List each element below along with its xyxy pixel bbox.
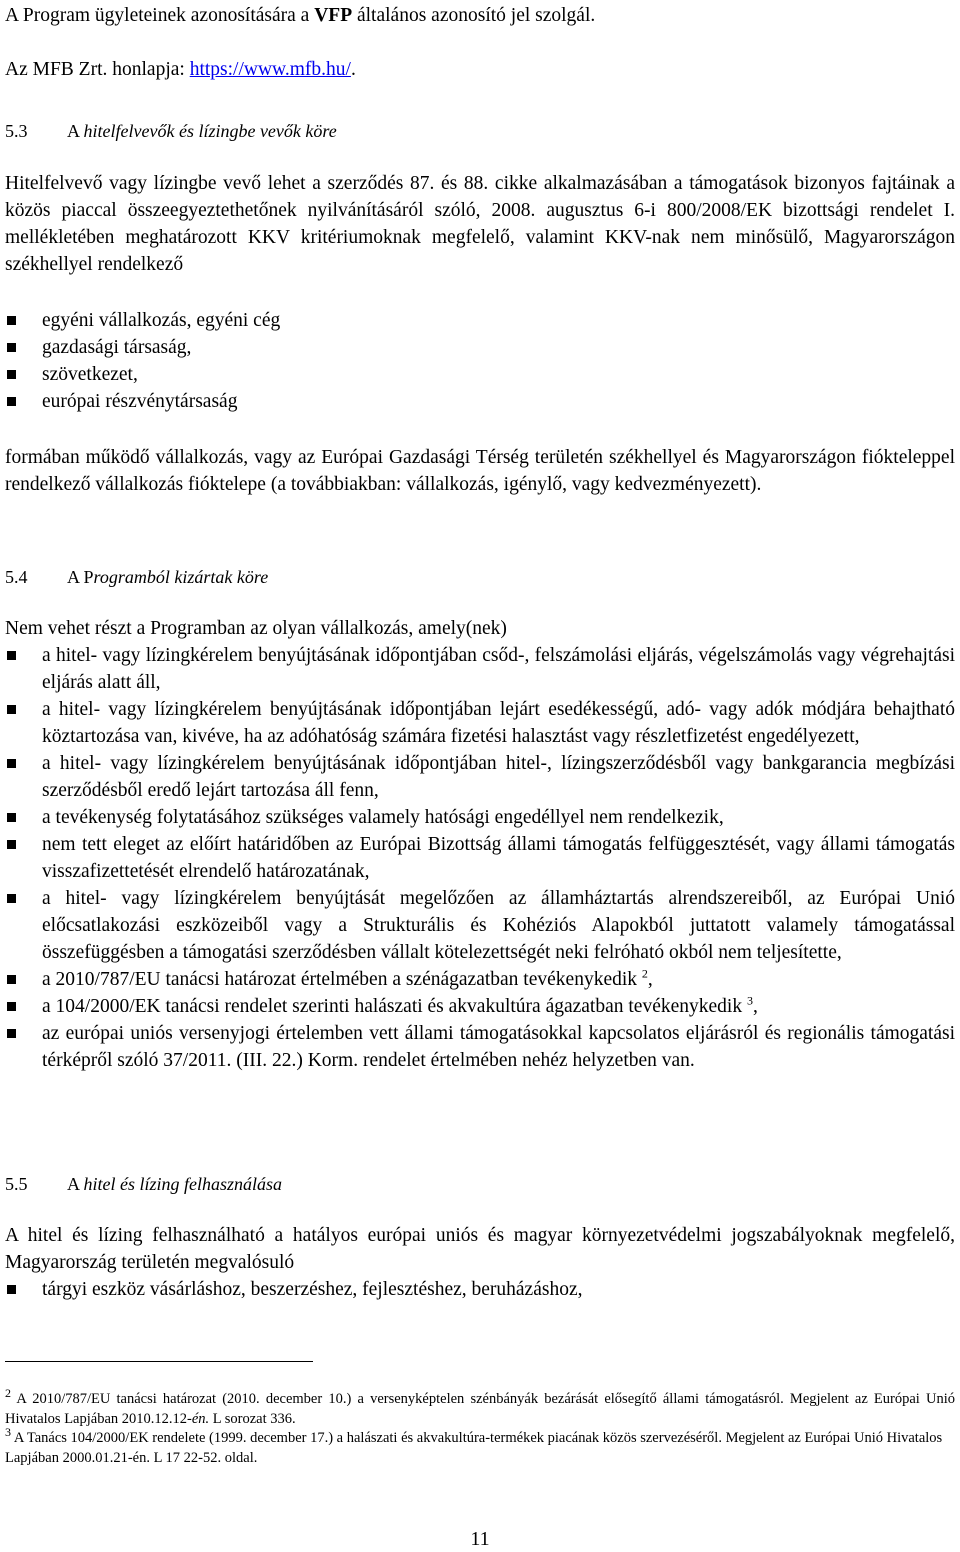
square-bullet-icon [7, 343, 16, 352]
square-bullet-icon [7, 1002, 16, 1011]
website-label: Az MFB Zrt. honlapja: [5, 59, 190, 80]
list-item-text: a 104/2000/EK tanácsi rendelet szerinti halászati és akvakultúra ágazatban tevékenykedik [42, 996, 743, 1017]
footnote-separator [5, 1361, 313, 1362]
footnote-3 [5, 1425, 955, 1468]
list-item [5, 885, 955, 966]
section-5-3-paragraph-2: formában működő vállalkozás, vagy az Európai Gazdasági Térség területén székhellyel és Magyarországon fiókteleppel rendelkező vállalkozás fióktelepe (a továbbiakban: vállalkozás, igénylő, vagy kedvezményezett). [5, 447, 955, 495]
list-item [5, 1276, 955, 1303]
program-id-text: A Program ügyleteinek azonosítására a [5, 5, 315, 26]
section-5-3-heading [5, 119, 955, 143]
list-item [5, 831, 955, 885]
list-item-text: egyéni vállalkozás, egyéni cég [42, 310, 281, 331]
list-item-text: a hitel- vagy lízingkérelem benyújtását megelőzően az államháztartás alrendszereiből, az Európai Unió előcsatlakozási eszközeiből vagy a Strukturális és Kohéziós Alapokból juttatott valamely támogatással összefüggésben a támogatási szerződésben vállalt kötelezettségét neki felróható okból nem teljesítette, [42, 888, 955, 963]
section-title: rogramból kizártak köre [93, 567, 269, 587]
usage-list [5, 1276, 955, 1303]
program-id-line [5, 2, 955, 29]
square-bullet-icon [7, 1029, 16, 1038]
section-number: 5.3 [5, 121, 28, 141]
square-bullet-icon [7, 894, 16, 903]
footnote-ref[interactable]: 2 [641, 966, 648, 981]
section-title: hitel és lízing felhasználása [83, 1174, 283, 1194]
list-item-text: az európai uniós versenyjogi értelemben vett állami támogatásokkal kapcsolatos eljárásról és regionális támogatási térképről szóló 37/2011. (III. 22.) Korm. rendelet értelmében nehéz helyzetben van. [42, 1023, 955, 1071]
list-item [5, 307, 955, 334]
entity-form-list [5, 307, 955, 415]
exclusion-list [5, 642, 955, 1074]
square-bullet-icon [7, 316, 16, 325]
list-item-text: európai részvénytársaság [42, 391, 238, 412]
list-item-punct: , [647, 969, 653, 990]
list-item-punct: , [752, 996, 758, 1017]
footnote-text-italic: én. [191, 1410, 210, 1427]
list-item [5, 388, 955, 415]
list-item-text: gazdasági társaság, [42, 337, 192, 358]
list-item [5, 334, 955, 361]
list-item-text: nem tett eleget az előírt határidőben az Európai Bizottság állami támogatás felfüggesztését, vagy állami támogatás visszafizettetését elrendelő határozatának, [42, 834, 955, 882]
section-title: hitelfelvevők és lízingbe vevők köre [83, 121, 337, 141]
list-item-text: szövetkezet, [42, 364, 138, 385]
square-bullet-icon [7, 813, 16, 822]
square-bullet-icon [7, 975, 16, 984]
section-5-5-paragraph: A hitel és lízing felhasználható a hatályos európai uniós és magyar környezetvédelmi jogszabályoknak megfelelő, Magyarország területén megvalósuló [5, 1225, 955, 1273]
list-item [5, 361, 955, 388]
list-item-text: tárgyi eszköz vásárláshoz, beszerzéshez, fejlesztéshez, beruházáshoz, [42, 1279, 583, 1300]
section-5-4-heading [5, 565, 955, 589]
section-number: 5.5 [5, 1174, 28, 1194]
list-item-text: a hitel- vagy lízingkérelem benyújtásának időpontjában hitel-, lízingszerződésből vagy bankgarancia megbízási szerződésből eredő lejárt tartozása áll fenn, [42, 753, 955, 801]
footnote-number: 2 [5, 1386, 11, 1401]
list-item-text: a 2010/787/EU tanácsi határozat értelmében a szénágazatban tevékenykedik [42, 969, 638, 990]
list-item [5, 642, 955, 696]
square-bullet-icon [7, 397, 16, 406]
square-bullet-icon [7, 705, 16, 714]
footnote-text: A Tanács 104/2000/EK rendelete (1999. december 17.) a halászati és akvakultúra-termékek piacának közös szervezéséről. Megjelent az Európai Unió Hivatalos Lapjában 2000.01.21-én. L 17 22-52. oldal. [5, 1430, 943, 1466]
footnote-number: 3 [5, 1425, 11, 1440]
website-line [5, 56, 955, 83]
square-bullet-icon [7, 1285, 16, 1294]
square-bullet-icon [7, 759, 16, 768]
vfp-code: VFP [314, 5, 353, 26]
section-title-start: A [67, 1174, 80, 1194]
section-title-start: A P [67, 567, 94, 587]
list-item-text: a hitel- vagy lízingkérelem benyújtásának időpontjában lejárt esedékességű, adó- vagy adók módjára behajtható köztartozása van, kivéve, ha az adóhatóság számára fizetési halasztást vagy részletfizetést engedélyezett, [42, 699, 955, 747]
list-item [5, 993, 955, 1020]
program-id-text-end: általános azonosító jel szolgál. [352, 5, 596, 26]
website-line-end: . [350, 59, 356, 80]
section-5-5-heading [5, 1172, 955, 1196]
list-item [5, 750, 955, 804]
square-bullet-icon [7, 840, 16, 849]
section-number: 5.4 [5, 567, 28, 587]
list-item-text: a tevékenység folytatásához szükséges valamely hatósági engedéllyel nem rendelkezik, [42, 807, 724, 828]
list-item [5, 696, 955, 750]
list-item [5, 966, 955, 993]
list-item-text: a hitel- vagy lízingkérelem benyújtásának időpontjában csőd-, felszámolási eljárás, végelszámolás vagy végrehajtási eljárás alatt áll, [42, 645, 955, 693]
square-bullet-icon [7, 651, 16, 660]
footnote-text-end: L sorozat 336. [209, 1410, 296, 1427]
section-5-4-intro: Nem vehet részt a Programban az olyan vállalkozás, amely(nek) [5, 618, 507, 639]
footnote-ref[interactable]: 3 [746, 993, 753, 1008]
list-item [5, 1020, 955, 1074]
footnote-text: A 2010/787/EU tanácsi határozat (2010. december 10.) a versenyképtelen szénbányák bezárását elősegítő állami támogatásról. Megjelent az Európai Unió Hivatalos Lapjában 2010.12.12- [5, 1391, 955, 1427]
footnote-2 [5, 1386, 955, 1429]
list-item [5, 804, 955, 831]
mfb-website-link[interactable]: https://www.mfb.hu/ [189, 59, 351, 80]
page-number: 11 [470, 1528, 490, 1550]
section-title-start: A [67, 121, 80, 141]
square-bullet-icon [7, 370, 16, 379]
section-5-3-paragraph: Hitelfelvevő vagy lízingbe vevő lehet a szerződés 87. és 88. cikke alkalmazásában a támogatások bizonyos fajtáinak a közös piaccal összeegyeztethetőnek nyilvánításáról szóló, 2008. augusztus 6-i 800/2008/EK bizottsági rendelet I. mellékletében meghatározott KKV kritériumoknak megfelelő, valamint KKV-nak nem minősülő, Magyarországon székhellyel rendelkező [5, 173, 955, 275]
